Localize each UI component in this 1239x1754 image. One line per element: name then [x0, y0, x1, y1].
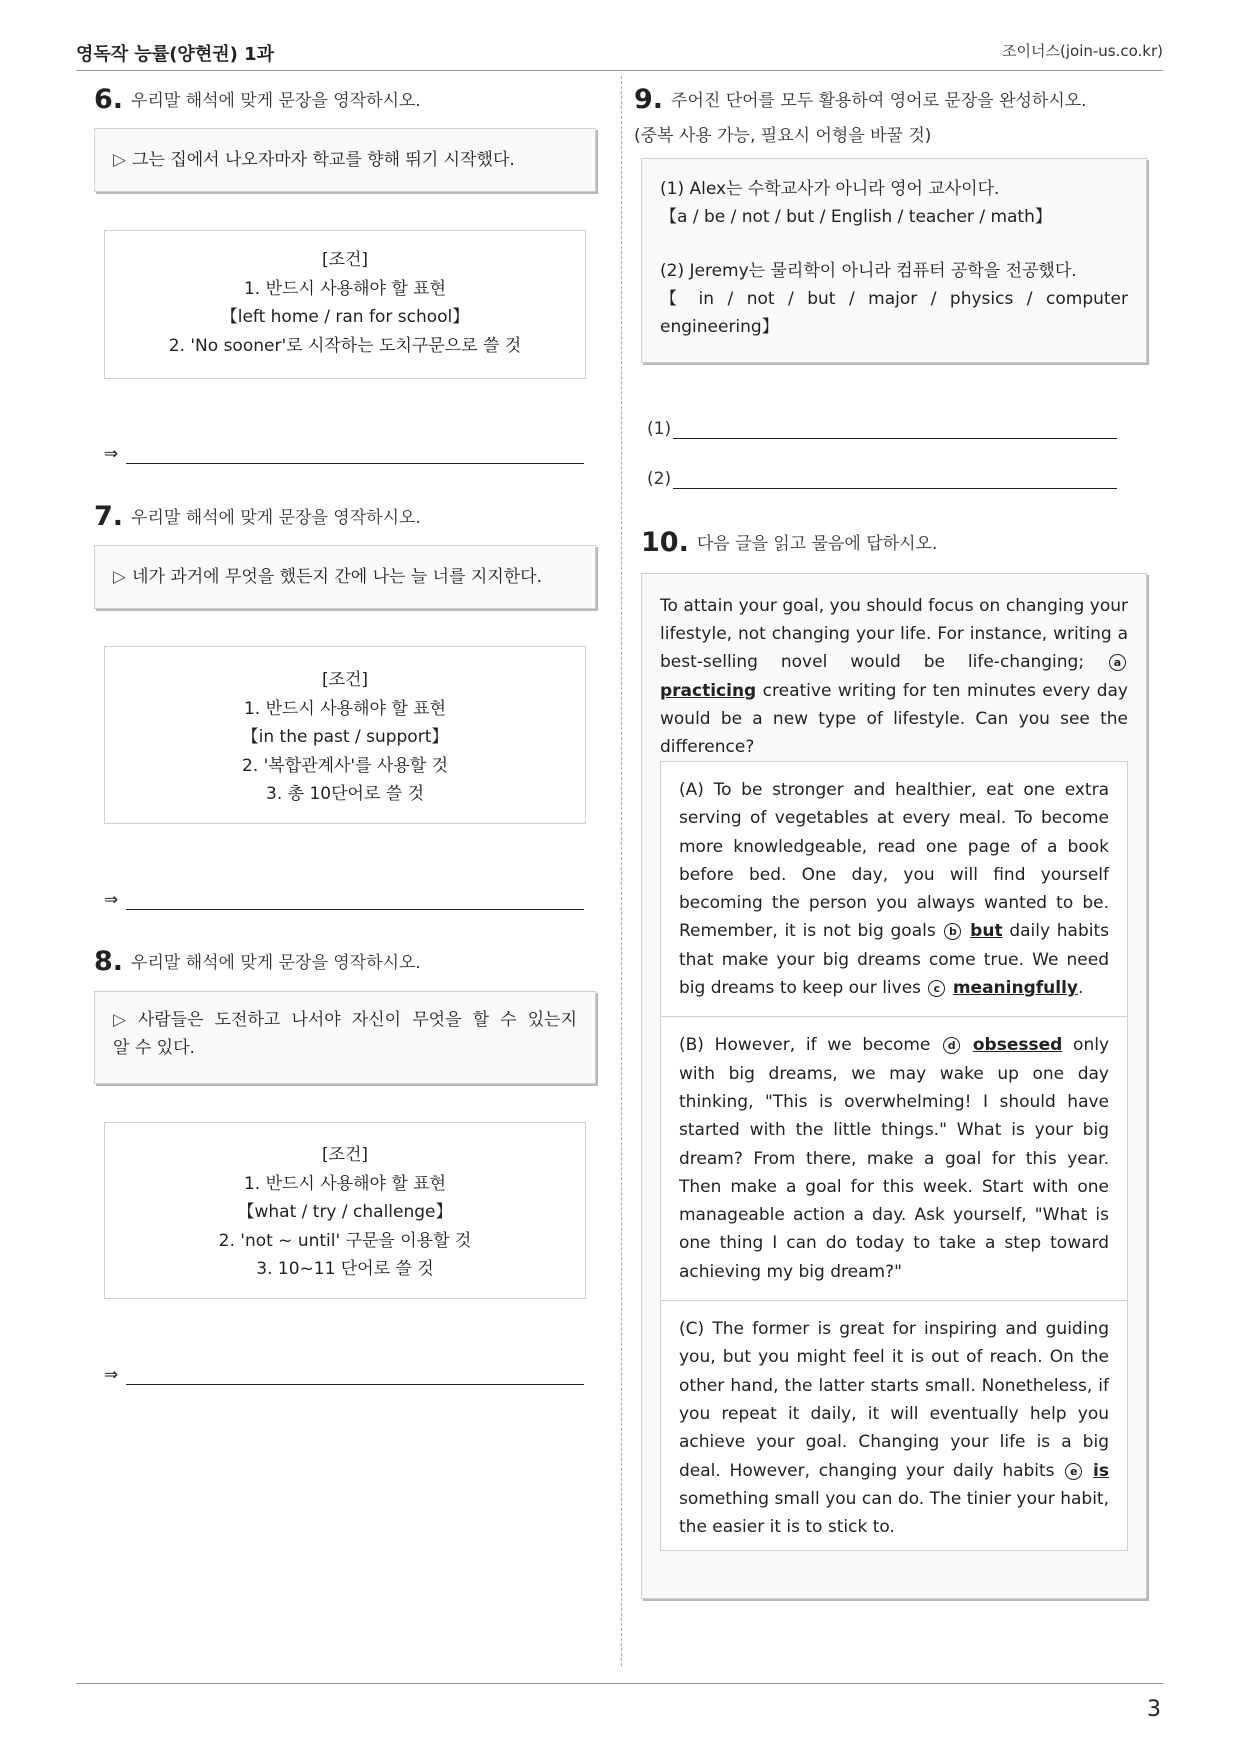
underlined-word-e: is: [1093, 1460, 1109, 1481]
paragraph-A: [661, 762, 1127, 1017]
answer-line-1: [647, 419, 1117, 439]
condition-line: 2. '복합관계사'를 사용할 것: [242, 755, 448, 776]
korean-prompt-box: [94, 991, 596, 1084]
publisher-site: 조이너스(join-us.co.kr): [1002, 42, 1163, 60]
condition-heading: [조건]: [321, 250, 369, 270]
answer-line-2: [647, 469, 1117, 489]
korean-prompt: 그는 집에서 나오자마자 학교를 향해 뛰기 시작했다.: [132, 150, 515, 170]
condition-line: 2. 'not ~ until' 구문을 이용할 것: [218, 1230, 472, 1251]
question-number: 7.: [94, 501, 124, 532]
marker-c-icon: c: [928, 980, 945, 997]
answer-blank[interactable]: [126, 891, 584, 910]
answer-blank[interactable]: [673, 420, 1117, 439]
passage-text: only with big dreams, we may wake up one day thinking, "This is overwhelming! I should have started with the little things." What is your big dream? From there, make a goal for this year. Then make a goal for this week. Start with one manageable action a day. Ask yourself, "What is one thing I can do today to take a step toward achieving my big dream?": [679, 1035, 1110, 1282]
question-number: 8.: [94, 946, 124, 977]
passage-text: daily habits that make your big dreams come true. We need big dreams to keep our lives: [679, 921, 1109, 999]
triangle-marker-icon: ▷: [113, 567, 127, 587]
passage-text: To attain your goal, you should focus on changing your lifestyle, not changing your life. For instance, writing a best-selling novel would be life-changing;: [660, 596, 1128, 673]
question-7-header: [94, 501, 421, 532]
answer-blank[interactable]: [126, 1366, 584, 1385]
paragraph-B: [661, 1017, 1127, 1301]
question-number: 6.: [94, 84, 124, 115]
condition-heading: [조건]: [321, 1145, 369, 1165]
answer-line: [104, 890, 584, 910]
conditions-box: [104, 230, 586, 379]
korean-prompt-box: [94, 545, 596, 609]
question-10-header: [641, 527, 937, 558]
passage-text: creative writing for ten minutes every day would be a new type of lifestyle. Can you see the difference?: [660, 680, 1128, 758]
underlined-word-a: practicing: [660, 680, 757, 701]
question-8-header: [94, 946, 421, 977]
marker-e-icon: e: [1065, 1463, 1082, 1480]
answer-arrow-icon: ⇒: [104, 444, 119, 464]
paragraph-C: [661, 1301, 1127, 1555]
footer-divider: [76, 1683, 1163, 1684]
marker-b-icon: b: [944, 923, 961, 940]
passage-text: (C) The former is great for inspiring and guiding you, but you might feel it is out of reach. On the other hand, the latter starts small. Nonetheless, if you repeat it daily, it will eventually help you achieve your goal. Changing your life is a big deal. However, changing your daily habits: [679, 1319, 1109, 1481]
condition-line: 【left home / ran for school】: [220, 307, 470, 327]
condition-line: 【in the past / support】: [241, 727, 449, 747]
passage-text: .: [1078, 978, 1084, 999]
question-instruction: 우리말 해석에 맞게 문장을 영작하시오.: [131, 953, 421, 973]
passage-text: something small you can do. The tinier your habit, the easier it is to stick to.: [679, 1488, 1109, 1538]
marker-a-icon: a: [1109, 654, 1126, 671]
korean-prompt-line: [113, 1006, 577, 1034]
item-2-sentence: (2) Jeremy는 물리학이 아니라 컴퓨터 공학을 전공했다.: [660, 261, 1077, 281]
question-9-box: [641, 158, 1147, 363]
triangle-marker-icon: ▷: [113, 150, 127, 170]
paragraph-stack: [660, 761, 1128, 1551]
answer-arrow-icon: ⇒: [104, 1365, 119, 1385]
underlined-word-d: obsessed: [972, 1035, 1063, 1056]
passage-intro: [660, 592, 1128, 761]
korean-prompt: 네가 과거에 무엇을 했든지 간에 나는 늘 너를 지지한다.: [132, 567, 542, 587]
marker-d-icon: d: [943, 1037, 960, 1054]
korean-prompt-box: [94, 128, 596, 192]
answer-line: [104, 1365, 584, 1385]
answer-blank[interactable]: [126, 445, 584, 464]
triangle-marker-icon: ▷: [113, 1010, 132, 1030]
condition-heading: [조건]: [321, 670, 369, 690]
answer-arrow-icon: ⇒: [104, 890, 119, 910]
passage-box: [641, 573, 1147, 1599]
worksheet-title: 영독작 능률(양현권) 1과: [76, 44, 275, 65]
passage-text: (A) To be stronger and healthier, eat one extra serving of vegetables at every meal. To become more knowledgeable, read one page of a book before bed. One day, you will find yourself becoming the person you always wanted to be. Remember, it is not big goals: [679, 780, 1109, 942]
question-instruction: 다음 글을 읽고 물음에 답하시오.: [696, 534, 938, 554]
question-instruction: 우리말 해석에 맞게 문장을 영작하시오.: [131, 508, 421, 528]
item-1-sentence: (1) Alex는 수학교사가 아니라 영어 교사이다.: [660, 179, 1000, 199]
column-divider: [621, 76, 622, 1666]
condition-line: 1. 반드시 사용해야 할 표현: [243, 1173, 447, 1194]
item-2-words: 【 in / not / but / major / physics / computer: [660, 289, 1128, 309]
condition-line: 3. 10~11 단어로 쓸 것: [256, 1259, 434, 1279]
condition-line: 3. 총 10단어로 쓸 것: [266, 784, 424, 804]
passage-text: (B) However, if we become: [679, 1035, 931, 1056]
question-6-header: [94, 84, 421, 115]
page-header: [76, 36, 1163, 71]
question-9-header: [634, 84, 1087, 146]
conditions-box: [104, 1122, 586, 1299]
item-1-words: 【a / be / not / but / English / teacher / math】: [660, 207, 1052, 227]
answer-blank[interactable]: [673, 470, 1117, 489]
underlined-word-c: meaningfully: [952, 978, 1078, 999]
item-2-words-cont: engineering】: [660, 317, 779, 337]
page-number: 3: [1147, 1697, 1161, 1722]
question-number: 10.: [641, 527, 689, 558]
conditions-box: [104, 646, 586, 824]
answer-line: [104, 444, 584, 464]
condition-line: 2. 'No sooner'로 시작하는 도치구문으로 쓸 것: [168, 335, 522, 356]
question-sub-instruction: (중복 사용 가능, 필요시 어형을 바꿀 것): [634, 126, 932, 146]
korean-prompt-line: 알 수 있다.: [113, 1038, 195, 1058]
answer-label: (1): [647, 419, 672, 439]
condition-line: 1. 반드시 사용해야 할 표현: [243, 278, 447, 299]
question-number: 9.: [634, 84, 664, 115]
question-instruction: 주어진 단어를 모두 활용하여 영어로 문장을 완성하시오.: [671, 91, 1087, 111]
condition-line: 【what / try / challenge】: [237, 1202, 453, 1222]
korean-prompt: 사람들은 도전하고 나서야 자신이 무엇을 할 수 있는지: [137, 1010, 577, 1030]
question-instruction: 우리말 해석에 맞게 문장을 영작하시오.: [131, 91, 421, 111]
condition-line: 1. 반드시 사용해야 할 표현: [243, 698, 447, 719]
answer-label: (2): [647, 469, 672, 489]
underlined-word-b: but: [970, 921, 1003, 942]
